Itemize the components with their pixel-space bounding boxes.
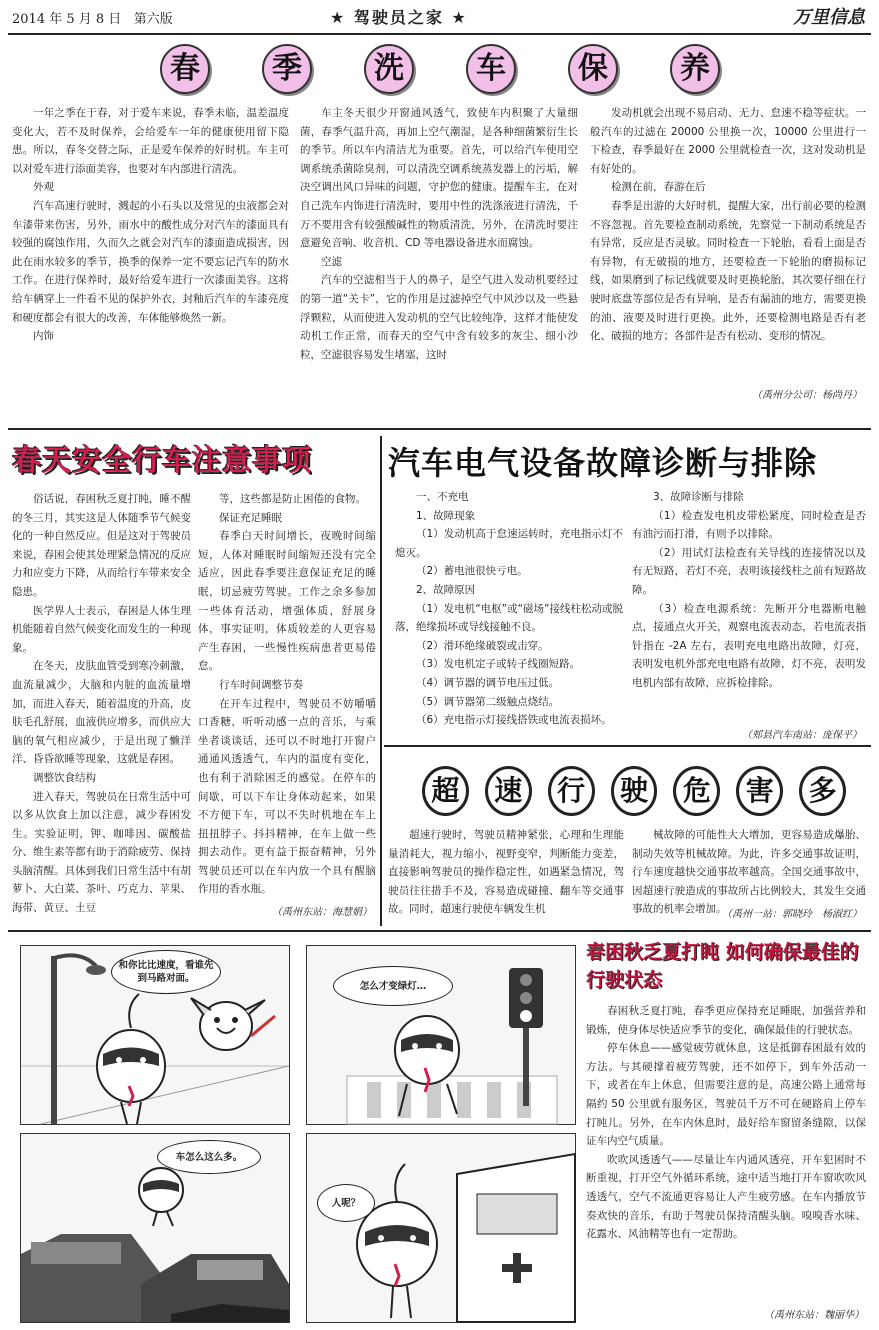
- paragraph: 一年之季在于春，对于爱车来说，春季未临，温差温度变化大，若不及时保养，会给爱车一年的健康使用留下隐患。所以，春冬交替之际，正是爱车保养的好时机。车主可以对爱车进行添面美容，也要对车内部进行清洗。: [12, 107, 289, 175]
- article2-column-1: [12, 490, 191, 915]
- paragraph: 等，这些都是防止困倦的食物。: [219, 493, 366, 505]
- speech-bubble: 人呢？: [317, 1184, 375, 1222]
- paragraph: 俗话说，春困秋乏夏打盹，睡不醒的冬三月，其实这是人体随季节气候变化的一种自然反应。但是这对于驾驶员来说，春困会使其处理紧急情况的反应力和应变力下降，从而给行车带来安全隐患。: [12, 493, 191, 598]
- title-char: 季: [262, 44, 312, 94]
- paragraph: 吹吹风透透气——尽量让车内通风透亮，开车犯困时不断重视，打开空气外循环系统，途中适当地打开车窗吹吹风透透气，空气不流通更容易让人产生疲劳感。在车内播放节奏欢快的音乐，有助于驾驶员保持清醒头脑。嗅嗅香水味、花露水、风油精等也有一定帮助。: [586, 1153, 866, 1241]
- comic-panel-4: [306, 1133, 576, 1323]
- paragraph: 停车休息——感觉疲劳就休息，这是抵御春困最有效的方法。与其硬撑着疲劳驾驶，还不如停下，到车外活动一下，或者在车上休息，但需要注意的是，高速公路上通常每隔约 50 公里就有服务区，驾驶员千万不可在硬路肩上停车打盹儿。另外，在车内休息时，最好给车窗留条缝隙，以保证车内空气质量。: [586, 1042, 866, 1148]
- subheading: 行车时间调整节奏: [219, 678, 303, 691]
- title-char: 速: [485, 766, 532, 816]
- paragraph: 春困秋乏夏打盹，春季更应保持充足睡眠，加强营养和锻炼，使身体尽快适应季节的变化，确保最佳的行驶状态。: [586, 1005, 866, 1036]
- title-char: 超: [422, 766, 469, 816]
- section-rule: [8, 930, 871, 932]
- vertical-rule: [380, 436, 382, 926]
- speech-bubble: 和你比比速度，看谁先到马路对面。: [111, 950, 221, 994]
- paragraph: （2）滑环绝缘破裂或击穿。: [416, 639, 549, 652]
- paragraph: 械故障的可能性大大增加，更容易造成爆胎、制动失效等机械故障。为此，许多交通事故证明，行车速度越快交通事故率越高。全国交通事故中，因超速行驶造成的事故所占比例较大，其发生交通事故的机率会增加。: [632, 829, 866, 916]
- article5-credit: （禹州东站：魏丽华）: [764, 1310, 864, 1321]
- paragraph: 春季白天时间增长，夜晚时间缩短，人体对睡眠时间缩短还没有完全适应，因此春季要注意保证充足的睡眠，切忌疲劳驾驶。工作之余多参加一些体育活动，增强体质，舒展身体，事实证明，体质较差的人更容易产生春困，一些慢性疾病患者更易倦怠。: [198, 530, 376, 673]
- article4-title: [422, 766, 862, 822]
- title-char: 多: [799, 766, 846, 816]
- paragraph: （4）调节器的调节电压过低。: [416, 676, 560, 689]
- subheading: 调整饮食结构: [33, 771, 96, 784]
- paragraph: （2）用试灯法检查有关导线的连接情况以及有无短路，若灯不亮，表明该接线柱之前有短路故障。: [632, 546, 866, 596]
- subheading: 2、故障原因: [416, 583, 476, 596]
- paragraph: 春季是出游的大好时机，提醒大家，出行前必要的检测不容忽视。首先要检查制动系统，先察觉一下制动系统是否有异常，反应是否灵敏。同时检查一下轮胎，看看上面是否有异物，有无破损的地方，还要检查一下轮胎的磨损标记线，如果磨到了标记线就要及时更换轮胎，其次要仔细在行驶时底盘等部位是否有异响，是否有漏油的地方，需要更换的油、液要及时进行更换。此外，还要检测电路是否有老化、破损的地方；各部件是否有松动、变形的情况。: [590, 199, 866, 343]
- article1-column-1: [12, 104, 289, 422]
- page-header: [0, 0, 879, 34]
- header-rule: [8, 33, 871, 35]
- issue-date: 2014 年 5 月 8 日 第六版: [12, 12, 173, 27]
- article2-column-2: [198, 490, 376, 898]
- subheading: 检测在前，春游在后: [611, 181, 706, 194]
- comic-panel-3: [20, 1133, 290, 1323]
- speech-bubble: 怎么才变绿灯…: [333, 966, 453, 1006]
- speech-bubble: 车怎么这么多。: [157, 1140, 261, 1174]
- article1-credit: （禹州分公司：杨尚丹）: [752, 390, 862, 401]
- subheading: 保证充足睡眠: [219, 511, 282, 524]
- title-char: 危: [673, 766, 720, 816]
- comic-panel-1: [20, 945, 290, 1125]
- paragraph: （5）调节器第二级触点烧结。: [416, 695, 560, 708]
- title-char: 驶: [611, 766, 658, 816]
- article5-body: [586, 1002, 866, 1302]
- section-rule: [384, 745, 871, 747]
- title-char: 洗: [364, 44, 414, 94]
- subheading: 3、故障诊断与排除: [653, 491, 744, 503]
- paragraph: 汽车高速行驶时，溅起的小石头以及常见的虫液都会对车漆带来伤害，另外，雨水中的酸性成分对汽车的漆面具有较强的腐蚀作用，久而久之就会对汽车的漆面造成损害，因此在雨水较多的季节，换季的保养一定不要忘记汽车的防水工作。在进行保养时，最好给爱车进行一次漆面美容。这将给车辆穿上一件看不见的保护外衣，封釉后汽车的车漆亮度和硬度都会有很大的改善，车体能够焕然一新。: [12, 199, 289, 324]
- title-char: 害: [736, 766, 783, 816]
- article5-title: 春困秋乏夏打盹 如何确保最佳的行驶状态: [586, 941, 859, 991]
- paragraph: 进入春天，驾驶员在日常生活中可以多从饮食上加以注意，减少春困发生。实验证明，钾、咖啡因、碳酸盐分、维生素等都有助于消除疲劳、保持头脑清醒。具体到我们日常生活中有胡萝卜、大白菜、茶叶、巧克力、苹果、海带、黄豆、土豆: [12, 790, 191, 915]
- article3-credit: （郏县汽车南站：庞保平）: [742, 730, 862, 741]
- paragraph: 发动机就会出现不易启动、无力、怠速不稳等症状。一般汽车的过滤在 20000 公里换一次，10000 公里进行一下检查，春季最好在 2000 公里就检查一次，这对发动机是有好处的。: [590, 107, 866, 175]
- paragraph: （3）发电机定子或转子线圈短路。: [416, 658, 581, 671]
- article2-credit: （禹州东站：海慧娟）: [272, 907, 372, 918]
- article3-column-1: [395, 488, 623, 738]
- paragraph: 超速行驶时，驾驶员精神紧张，心理和生理能量消耗大，视力缩小，视野变窄，判断能力变差，直接影响驾驶员的操作稳定性，如遇紧急情况，驾驶员往往措手不及，容易造成碰撞、翻车等交通事故。同时，超速行驶使车辆发生机: [388, 829, 624, 916]
- subheading: 空滤: [321, 255, 342, 268]
- article3-title: 汽车电气设备故障诊断与排除: [388, 444, 818, 482]
- paragraph: 在开车过程中，驾驶员不妨嚼嚼口香糖，听听动感一点的音乐，与乘坐者谈谈话，还可以不时地打开窗户通通风透透气，车内的温度有变化，也有利于消除困乏的感觉。在停车的间歇，可以下车让身体动起来，如果不方便下车，可以不失时机地在车上扭扭脖子、抖抖精神，在车上做一些拥去动作。更有益于振奋精神，另外驾驶员还可以在车内放一个具有醒脑作用的香水瓶。: [198, 697, 376, 896]
- comic-illustration: [307, 1134, 575, 1322]
- article3-column-2: [632, 488, 866, 724]
- subheading: 外观: [33, 181, 54, 194]
- paragraph: （1）发动机高于怠速运转时，充电指示灯不熄灭。: [395, 528, 623, 559]
- paragraph: （6）充电指示灯接线搭铁或电流表损坏。: [416, 714, 612, 727]
- column-name: ★ 驾驶员之家 ★: [330, 8, 468, 27]
- title-char: 车: [466, 44, 516, 94]
- article2-title: 春天安全行车注意事项: [12, 443, 313, 477]
- paragraph: 汽车的空滤相当于人的鼻子，是空气进入发动机要经过的第一道“关卡”，它的作用是过滤掉空气中风沙以及一些悬浮颗粒，从而使进入发动机的空气比较纯净，这样才能使发动机工作正常，而春天的空气中含有较多的灰尘、细小沙粒，空滤很容易发生堵塞，这时: [300, 274, 578, 361]
- section-rule: [8, 428, 871, 430]
- article4-column-1: [388, 826, 624, 920]
- paragraph: 医学界人士表示，春困是人体生理机能随着自然气候变化而发生的一种现象。: [12, 604, 191, 654]
- subheading: 内饰: [33, 330, 54, 343]
- title-char: 春: [160, 44, 210, 94]
- paragraph: （3）检查电源系统：先断开分电器断电触点，接通点火开关，观察电流表动态，若电流表指针指在 -2A 左右，表明充电电路出故障，灯亮，表明发电机外部充电电路有故障，灯不亮，表明发电机内部有故障，应拆检排除。: [632, 602, 866, 689]
- paper-name: 万里信息: [793, 7, 865, 28]
- paragraph: 车主冬天很少开窗通风透气，致使车内积聚了大量细菌，春季气温升高，再加上空气潮湿，是各种细菌繁衍生长的季节。所以车内清洁尤为重要。首先，可以给汽车使用空调系统杀菌除臭剂，可以清洗空调系统蒸发器上的污垢，解决空调出风口异味的问题，守护您的健康。提醒车主，在对自己洗车内饰进行清洗时，要用中性的洗涤液进行清洗，千万不要用含有较强酸碱性的物质清洗，另外，在清洗时要注意避免音响、收音机、CD 等电器设备进水而腐蚀。: [300, 107, 578, 250]
- article1-title: [160, 44, 720, 96]
- paragraph: 在冬天，皮肤血管受到寒冷刺激，血流量减少，大脑和内脏的血流量增加，而进入春天，随着温度的升高，皮肤毛孔舒展，血液供应增多，而供应大脑的氧气相应减少，于是出现了懒洋洋、昏昏欲睡等现象，这就是春困。: [12, 660, 191, 766]
- comic-panel-2: [306, 945, 576, 1125]
- title-char: 行: [548, 766, 595, 816]
- title-char: 保: [568, 44, 618, 94]
- paragraph: （2）蓄电池很快亏电。: [416, 565, 528, 578]
- subheading: 一、不充电: [416, 491, 469, 503]
- article4-credit: （禹州一站：郭晓玲 杨淑红）: [722, 909, 862, 920]
- article1-column-3: [590, 104, 866, 384]
- paragraph: （1）发电机“电枢”或“磁场”接线柱松动或脱落，绝缘损坏或导线接触不良。: [395, 602, 623, 634]
- article1-column-2: [300, 104, 578, 422]
- paragraph: （1）检查发电机皮带松紧度，同时检查是否有油污而打滑，有则予以排除。: [632, 509, 866, 541]
- subheading: 1、故障现象: [416, 509, 476, 522]
- title-char: 养: [670, 44, 720, 94]
